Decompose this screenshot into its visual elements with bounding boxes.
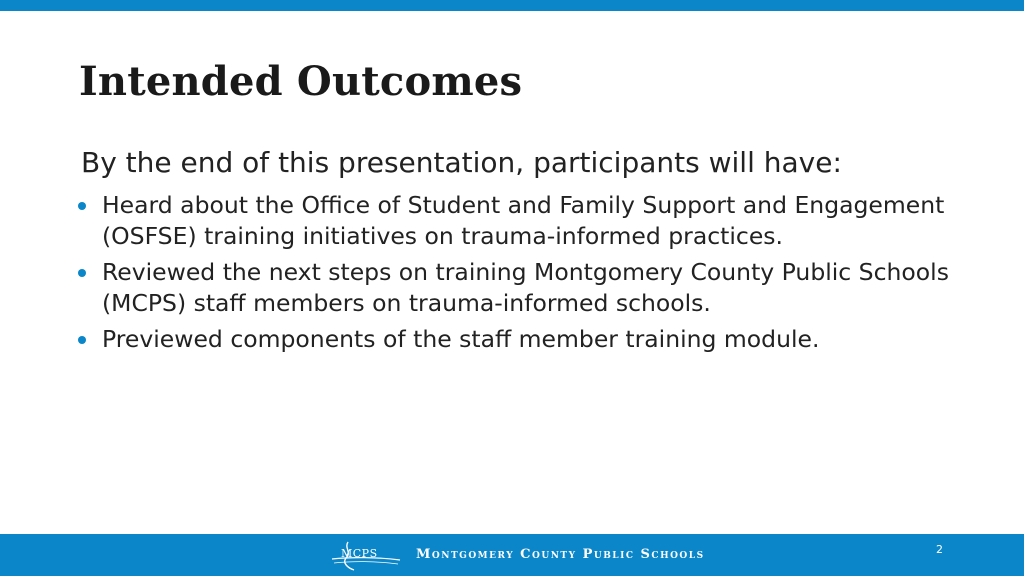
intro-text: By the end of this presentation, participants will have: [81, 146, 842, 179]
list-item-text: Previewed components of the staff member training module. [102, 325, 820, 353]
bullet-icon [78, 202, 86, 210]
top-accent-bar [0, 0, 1024, 11]
outcome-list [76, 190, 956, 360]
list-item [76, 324, 956, 355]
list-item-text: Reviewed the next steps on training Montgomery County Public Schools (MCPS) staff members on trauma-informed schools. [102, 258, 949, 317]
list-item [76, 190, 956, 252]
organization-name: Montgomery County Public Schools [416, 547, 705, 562]
bullet-icon [78, 336, 86, 344]
list-item [76, 257, 956, 319]
logo-text: MCPS [341, 547, 378, 560]
page-number: 2 [936, 543, 943, 556]
bullet-icon [78, 269, 86, 277]
slide-title: Intended Outcomes [79, 58, 523, 105]
list-item-text: Heard about the Office of Student and Family Support and Engagement (OSFSE) training initiatives on trauma-informed practices. [102, 191, 945, 250]
